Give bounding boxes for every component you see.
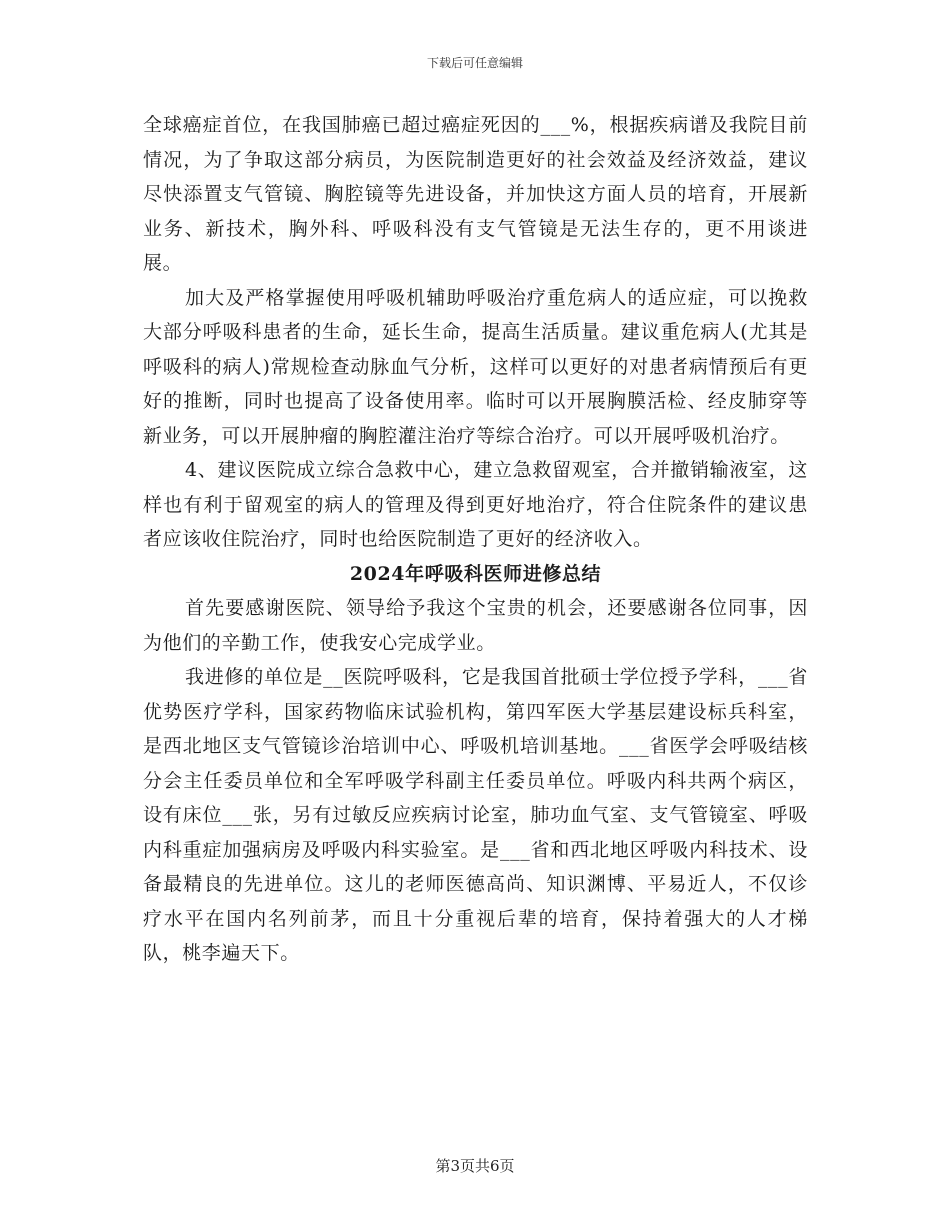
paragraph-5: 我进修的单位是__医院呼吸科，它是我国首批硕士学位授予学科，___省优势医疗学科，国家药物临床试验机构，第四军医大学基层建设标兵科室，是西北地区支气管镜诊治培训中心、呼吸机培训基地。___省医学会呼吸结核分会主任委员单位和全军呼吸学科副主任委员单位。呼吸内科共两个病区，设有床位___张，另有过敏反应疾病讨论室，肺功血气室、支气管镜室、呼吸内科重症加强病房及呼吸内科实验室。是___省和西北地区呼吸内科技术、设备最精良的先进单位。这儿的老师医德高尚、知识渊博、平易近人，不仅诊疗水平在国内名列前茅，而且十分重视后辈的培育，保持着强大的人才梯队，桃李遍天下。 [143,666,808,964]
section-title: 2024年呼吸科医师进修总结 [349,562,602,585]
paragraph-4: 首先要感谢医院、领导给予我这个宝贵的机会，还要感谢各位同事，因为他们的辛勤工作，使我安心完成学业。 [143,597,808,654]
page-header: 下载后可任意编辑 [426,56,523,70]
paragraph-1: 全球癌症首位，在我国肺癌已超过癌症死因的___%，根据疾病谱及我院目前情况，为了争取这部分病员，为医院制造更好的社会效益及经济效益，建议尽快添置支气管镜、胸腔镜等先进设备，并加快这方面人员的培育，开展新业务、新技术，胸外科、呼吸科没有支气管镜是无法生存的，更不用谈进展。 [143,114,808,274]
paragraph-2: 加大及严格掌握使用呼吸机辅助呼吸治疗重危病人的适应症，可以挽救大部分呼吸科患者的生命，延长生命，提高生活质量。建议重危病人(尤其是呼吸科的病人)常规检查动脉血气分析，这样可以更好的对患者病情预后有更好的推断，同时也提高了设备使用率。临时可以开展胸膜活检、经皮肺穿等新业务，可以开展肿瘤的胸腔灌注治疗等综合治疗。可以开展呼吸机治疗。 [143,286,808,447]
document-body [143,108,808,971]
paragraph-3: 4、建议医院成立综合急救中心，建立急救留观室，合并撤销输液室，这样也有利于留观室的病人的管理及得到更好地治疗，符合住院条件的建议患者应该收住院治疗，同时也给医院制造了更好的经济收入。 [143,459,808,550]
page-footer: 第3页共6页 [435,1157,515,1175]
